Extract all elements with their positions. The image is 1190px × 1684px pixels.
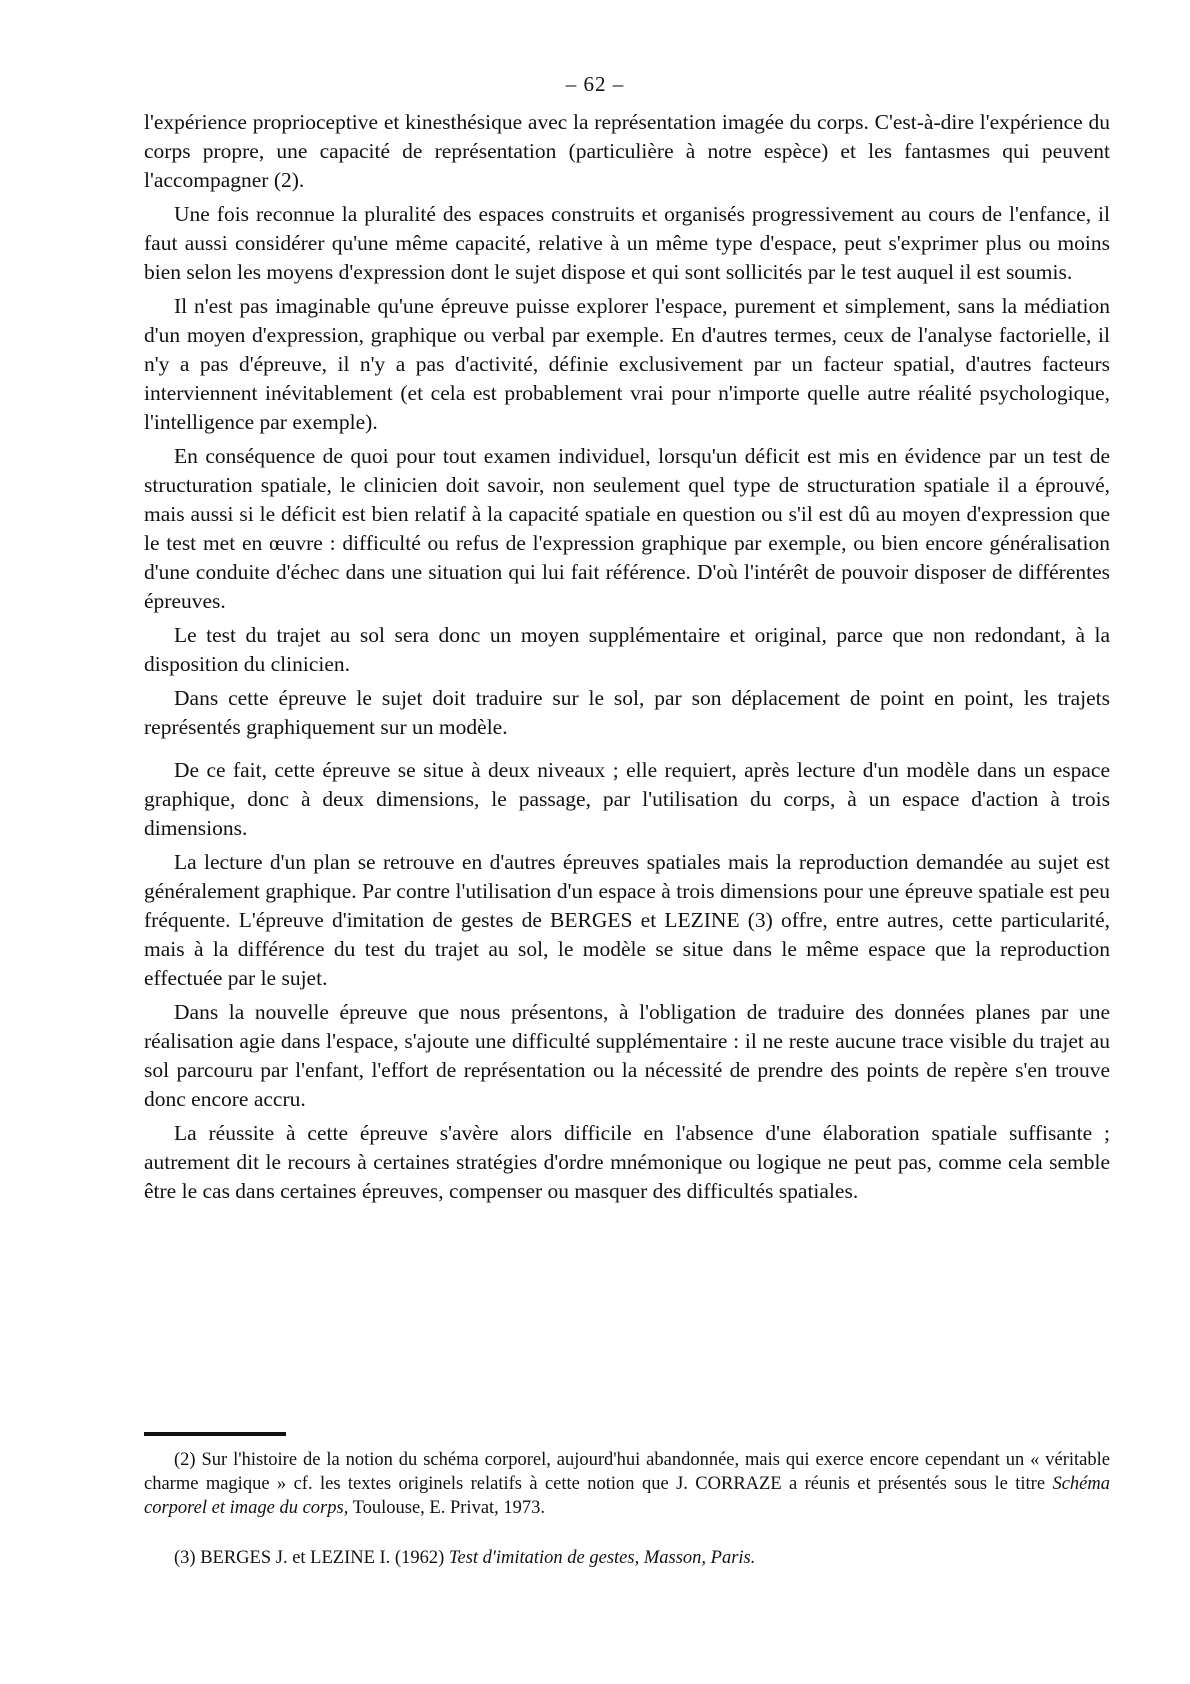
footnotes [144, 1448, 1110, 1570]
footnote-3-text: (3) BERGES J. et LEZINE I. (1962) [174, 1548, 449, 1568]
paragraph-2: Une fois reconnue la pluralité des espaces construits et organisés progressivement au cours de l'enfance, il faut aussi considérer qu'une même capacité, relative à un même type d'espace, peut s'exprimer plus ou moins bien selon les moyens d'expression dont le sujet dispose et qui sont sollicités par le test auquel il est soumis. [144, 202, 1110, 284]
footnote-3-title: Test d'imitation de gestes, Masson, Paris. [448, 1548, 756, 1568]
paragraph-9: Dans la nouvelle épreuve que nous présentons, à l'obligation de traduire des données planes par une réalisation agie dans l'espace, s'ajoute une difficulté supplémentaire : il ne reste aucune trace visible du trajet au sol parcouru par l'enfant, l'effort de représentation ou la nécessité de prendre des points de repère s'en trouve donc encore accru. [144, 1000, 1110, 1111]
footnote-2-title: Schéma corporel et image du corps, [144, 1474, 1110, 1518]
paragraph-3: Il n'est pas imaginable qu'une épreuve puisse explorer l'espace, purement et simplement, sans la médiation d'un moyen d'expression, graphique ou verbal par exemple. En d'autres termes, ceux de l'analyse factorielle, il n'y a pas d'épreuve, il n'y a pas d'activité, définie exclusivement par un facteur spatial, d'autres facteurs interviennent inévitablement (et cela est probablement vrai pour n'importe quelle autre réalité psychologique, l'intelligence par exemple). [144, 294, 1110, 434]
paragraph-6: Dans cette épreuve le sujet doit traduire sur le sol, par son déplacement de point en point, les trajets représentés graphiquement sur un modèle. [144, 686, 1110, 739]
paragraph-8: La lecture d'un plan se retrouve en d'autres épreuves spatiales mais la reproduction demandée au sujet est généralement graphique. Par contre l'utilisation d'un espace à trois dimensions pour une épreuve spatiale est peu fréquente. L'épreuve d'imitation de gestes de BERGES et LEZINE (3) offre, entre autres, cette particularité, mais à la différence du test du trajet au sol, le modèle se situe dans le même espace que la reproduction effectuée par le sujet. [144, 850, 1110, 990]
paragraph-5: Le test du trajet au sol sera donc un moyen supplémentaire et original, parce que non redondant, à la disposition du clinicien. [144, 623, 1110, 676]
paragraph-4: En conséquence de quoi pour tout examen individuel, lorsqu'un déficit est mis en évidence par un test de structuration spatiale, le clinicien doit savoir, non seulement quel type de structuration spatiale il a éprouvé, mais aussi si le déficit est bien relatif à la capacité spatiale en question ou s'il est dû au moyen d'expression que le test met en œuvre : difficulté ou refus de l'expression graphique par exemple, ou bien encore généralisation d'une conduite d'échec dans une situation qui lui fait référence. D'où l'intérêt de pouvoir disposer de différentes épreuves. [144, 444, 1110, 613]
page-number: – 62 – [565, 72, 625, 96]
footnote-3 [144, 1546, 1110, 1570]
footnote-2-text: (2) Sur l'histoire de la notion du schéma corporel, aujourd'hui abandonnée, mais qui exerce encore cependant un « véritable charme magique » cf. les textes originels relatifs à cette notion que J. CORRAZE a réunis et présentés sous le titre [144, 1450, 1110, 1494]
footnote-2-tail: Toulouse, E. Privat, 1973. [348, 1498, 546, 1518]
footnote-2 [144, 1448, 1110, 1520]
paragraph-10: La réussite à cette épreuve s'avère alors difficile en l'absence d'une élaboration spatiale suffisante ; autrement dit le recours à certaines stratégies d'ordre mnémonique ou logique ne peut pas, comme cela semble être le cas dans certaines épreuves, compenser ou masquer des difficultés spatiales. [144, 1121, 1110, 1203]
paragraph-7: De ce fait, cette épreuve se situe à deux niveaux ; elle requiert, après lecture d'un modèle dans un espace graphique, donc à deux dimensions, le passage, par l'utilisation du corps, à un espace d'action à trois dimensions. [144, 758, 1110, 840]
body-text [144, 108, 1110, 1211]
paragraph-1: l'expérience proprioceptive et kinesthésique avec la représentation imagée du corps. C'est-à-dire l'expérience du corps propre, une capacité de représentation (particulière à notre espèce) et les fantasmes qui peuvent l'accompagner (2). [144, 110, 1110, 192]
footnote-divider [144, 1432, 286, 1436]
